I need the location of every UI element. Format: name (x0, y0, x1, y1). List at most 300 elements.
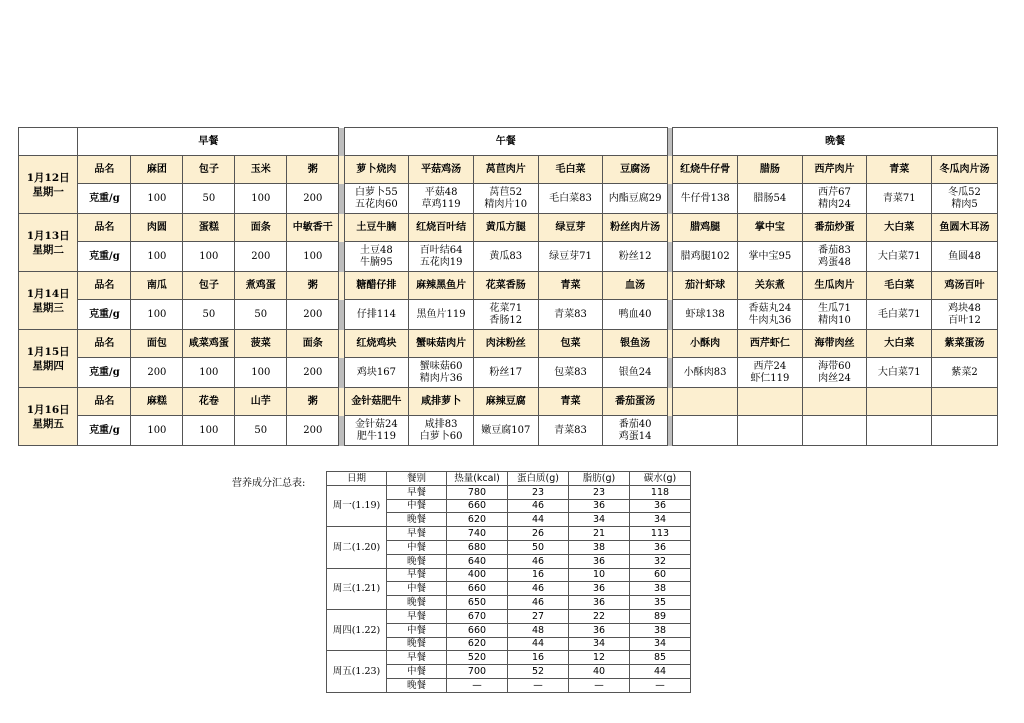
summary-meal: 中餐 (387, 582, 447, 596)
breakfast-dish: 蛋糕 (183, 214, 235, 242)
cell-line: 星期五 (32, 417, 64, 430)
cell-line: 腊肠54 (753, 192, 787, 204)
summary-value: 680 (447, 540, 508, 554)
dinner-qty (867, 358, 932, 388)
lunch-dish: 青菜 (538, 388, 603, 416)
summary-value: 660 (447, 582, 508, 596)
summary-value: 36 (569, 596, 630, 610)
cell-line: 牛仔骨138 (680, 192, 730, 204)
menu-name-row (19, 330, 998, 358)
summary-value: 12 (569, 651, 630, 665)
cell-line: 包菜83 (554, 366, 587, 378)
cell-line: 香菇丸24 (748, 302, 792, 314)
summary-meal: 中餐 (387, 623, 447, 637)
summary-value: 670 (447, 609, 508, 623)
dinner-dish (867, 388, 932, 416)
lunch-dish: 红烧鸡块 (344, 330, 409, 358)
summary-meal: 早餐 (387, 568, 447, 582)
breakfast-qty: 100 (131, 300, 183, 330)
cell-line: 精肉片36 (419, 372, 463, 384)
menu-qty-row (19, 416, 998, 446)
summary-value: 400 (447, 568, 508, 582)
cell-line: 草鸡119 (421, 198, 461, 210)
cell-line: 肥牛119 (356, 430, 396, 442)
lunch-dish: 红烧百叶结 (409, 214, 474, 242)
summary-meal: 晚餐 (387, 596, 447, 610)
dinner-dish: 青菜 (867, 156, 932, 184)
cell-line: 香肠12 (489, 314, 523, 326)
cell-line: 1月14日 (26, 287, 70, 300)
dinner-dish: 腊鸡腿 (673, 214, 738, 242)
lunch-qty (473, 358, 538, 388)
summary-value: 85 (630, 651, 691, 665)
summary-meal: 早餐 (387, 527, 447, 541)
dinner-dish: 大白菜 (867, 330, 932, 358)
lunch-dish: 肉沫粉丝 (473, 330, 538, 358)
cell-line: 生瓜71 (818, 302, 851, 314)
breakfast-qty: 50 (183, 300, 235, 330)
summary-value: 27 (508, 609, 569, 623)
lunch-qty (538, 184, 603, 214)
breakfast-dish: 粥 (287, 272, 339, 300)
summary-value: 34 (630, 637, 691, 651)
cell-line: 1月12日 (26, 171, 70, 184)
lunch-qty (603, 300, 668, 330)
cell-line: 金针菇24 (355, 418, 398, 430)
summary-value: 660 (447, 623, 508, 637)
dinner-qty (738, 358, 803, 388)
cell-line: 青菜83 (554, 424, 587, 436)
summary-value: 34 (630, 513, 691, 527)
summary-value: 60 (630, 568, 691, 582)
breakfast-dish: 中敏香干 (287, 214, 339, 242)
summary-value: — (569, 678, 630, 692)
lunch-dish: 粉丝肉片汤 (603, 214, 668, 242)
dinner-qty (867, 300, 932, 330)
cell-line: 紫菜2 (951, 366, 978, 378)
summary-value: 520 (447, 651, 508, 665)
dinner-dish: 腊肠 (738, 156, 803, 184)
lunch-dish: 绿豆芽 (538, 214, 603, 242)
breakfast-dish: 面条 (287, 330, 339, 358)
summary-value: 38 (630, 582, 691, 596)
cell-line: 肉丝24 (818, 372, 851, 384)
summary-value: 16 (508, 651, 569, 665)
lunch-dish: 莴苣肉片 (473, 156, 538, 184)
cell-line: 百叶结64 (419, 244, 463, 256)
cell-line: 1月16日 (26, 403, 70, 416)
summary-meal: 晚餐 (387, 513, 447, 527)
cell-line: 土豆48 (360, 244, 393, 256)
dinner-dish: 冬瓜肉片汤 (932, 156, 998, 184)
summary-date: 周三(1.21) (327, 568, 387, 609)
cell-line: 大白菜71 (877, 250, 921, 262)
dinner-qty (802, 242, 867, 272)
lunch-dish: 银鱼汤 (603, 330, 668, 358)
cell-line: 毛白菜83 (549, 192, 592, 204)
lunch-qty (344, 184, 409, 214)
dinner-qty (867, 242, 932, 272)
summary-value: 10 (569, 568, 630, 582)
cell-line: 精肉片10 (484, 198, 528, 210)
summary-meal: 中餐 (387, 665, 447, 679)
summary-value: 26 (508, 527, 569, 541)
dinner-dish: 红烧牛仔骨 (673, 156, 738, 184)
summary-value: 50 (508, 540, 569, 554)
dinner-dish: 鸡汤百叶 (932, 272, 998, 300)
cell-line: 鸡蛋48 (818, 256, 851, 268)
cell-line: 1月15日 (26, 345, 70, 358)
day-cell (19, 156, 78, 214)
summary-value: 46 (508, 596, 569, 610)
lunch-qty (603, 416, 668, 446)
lunch-qty (344, 300, 409, 330)
breakfast-dish: 山芋 (235, 388, 287, 416)
qty-label: 克重/g (78, 242, 131, 272)
lunch-dish: 青菜 (538, 272, 603, 300)
summary-value: — (630, 678, 691, 692)
lunch-qty (344, 358, 409, 388)
menu-qty-row (19, 300, 998, 330)
dinner-qty (673, 242, 738, 272)
summary-header-row (327, 472, 691, 486)
summary-caption: 营养成分汇总表: (232, 478, 306, 489)
dinner-qty (932, 300, 998, 330)
dinner-qty (738, 242, 803, 272)
breakfast-qty: 200 (287, 300, 339, 330)
lunch-qty (409, 416, 474, 446)
dinner-qty (867, 416, 932, 446)
cell-line: 腊鸡腿102 (680, 250, 730, 262)
qty-label: 克重/g (78, 358, 131, 388)
cell-line: 青菜83 (554, 308, 587, 320)
cell-line: 牛腩95 (360, 256, 393, 268)
lunch-dish: 黄瓜方腿 (473, 214, 538, 242)
lunch-qty (473, 300, 538, 330)
cell-line: 鱼圆48 (948, 250, 981, 262)
summary-value: 660 (447, 499, 508, 513)
summary-value: 46 (508, 499, 569, 513)
cell-line: 内酯豆腐29 (608, 192, 662, 204)
breakfast-dish: 面条 (235, 214, 287, 242)
name-label: 品名 (78, 330, 131, 358)
dinner-dish (932, 388, 998, 416)
dinner-qty (673, 358, 738, 388)
day-cell (19, 214, 78, 272)
breakfast-dish: 麻团 (131, 156, 183, 184)
name-label: 品名 (78, 272, 131, 300)
summary-row (327, 527, 691, 541)
cell-line: 仔排114 (356, 308, 396, 320)
breakfast-dish: 玉米 (235, 156, 287, 184)
menu-qty-row (19, 358, 998, 388)
summary-value: 23 (569, 485, 630, 499)
menu-qty-row (19, 184, 998, 214)
day-cell (19, 330, 78, 388)
dinner-qty (932, 358, 998, 388)
cell-line: 1月13日 (26, 229, 70, 242)
summary-value: 38 (630, 623, 691, 637)
dinner-dish (738, 388, 803, 416)
summary-value: 38 (569, 540, 630, 554)
lunch-dish: 血汤 (603, 272, 668, 300)
dinner-dish: 大白菜 (867, 214, 932, 242)
breakfast-header: 早餐 (78, 128, 339, 156)
dinner-dish: 西芹肉片 (802, 156, 867, 184)
cell-line: 毛白菜71 (877, 308, 921, 320)
breakfast-dish: 粥 (287, 156, 339, 184)
cell-line: 掌中宝95 (748, 250, 792, 262)
cell-line: 星期二 (32, 243, 64, 256)
summary-value: 23 (508, 485, 569, 499)
breakfast-dish: 菠菜 (235, 330, 287, 358)
summary-value: 780 (447, 485, 508, 499)
dinner-qty (867, 184, 932, 214)
summary-value: — (508, 678, 569, 692)
cell-line: 银鱼24 (618, 366, 652, 378)
lunch-dish: 麻辣豆腐 (473, 388, 538, 416)
cell-line: 咸排83 (424, 418, 458, 430)
summary-value: 740 (447, 527, 508, 541)
breakfast-qty: 100 (183, 416, 235, 446)
cell-line: 蟹味菇60 (419, 360, 463, 372)
summary-value: 620 (447, 637, 508, 651)
breakfast-qty: 50 (235, 416, 287, 446)
lunch-dish: 包菜 (538, 330, 603, 358)
dinner-dish: 紫菜蛋汤 (932, 330, 998, 358)
summary-value: 44 (508, 637, 569, 651)
summary-date: 周四(1.22) (327, 609, 387, 650)
lunch-dish: 蟹味菇肉片 (409, 330, 474, 358)
breakfast-dish: 肉圆 (131, 214, 183, 242)
summary-header-cell: 日期 (327, 472, 387, 486)
summary-row (327, 651, 691, 665)
cell-line: 精肉5 (951, 198, 978, 210)
summary-value: 113 (630, 527, 691, 541)
summary-date: 周五(1.23) (327, 651, 387, 692)
summary-value: 36 (569, 623, 630, 637)
summary-value: 22 (569, 609, 630, 623)
cell-line: 黑鱼片119 (416, 308, 466, 320)
summary-header-cell: 脂肪(g) (569, 472, 630, 486)
summary-header-cell: 碳水(g) (630, 472, 691, 486)
dinner-qty (932, 242, 998, 272)
cell-line: 鸡蛋14 (618, 430, 652, 442)
summary-value: 89 (630, 609, 691, 623)
breakfast-dish: 粥 (287, 388, 339, 416)
cell-line: 牛肉丸36 (748, 314, 792, 326)
summary-row (327, 568, 691, 582)
summary-value: 36 (569, 582, 630, 596)
cell-line: 星期一 (32, 185, 64, 198)
cell-line: 绿豆芽71 (549, 250, 592, 262)
lunch-qty (603, 358, 668, 388)
summary-value: 34 (569, 637, 630, 651)
dinner-qty (673, 416, 738, 446)
qty-label: 克重/g (78, 300, 131, 330)
summary-meal: 中餐 (387, 540, 447, 554)
lunch-qty (344, 242, 409, 272)
dinner-qty (802, 416, 867, 446)
cell-line: 粉丝17 (489, 366, 523, 378)
cell-line: 星期三 (32, 301, 64, 314)
name-label: 品名 (78, 388, 131, 416)
breakfast-qty: 100 (183, 358, 235, 388)
summary-value: 32 (630, 554, 691, 568)
cell-line: 番茄83 (818, 244, 851, 256)
summary-value: 36 (569, 499, 630, 513)
breakfast-qty: 100 (131, 242, 183, 272)
summary-meal: 中餐 (387, 499, 447, 513)
dinner-qty (932, 416, 998, 446)
summary-row (327, 609, 691, 623)
breakfast-qty: 50 (183, 184, 235, 214)
breakfast-dish: 花卷 (183, 388, 235, 416)
summary-value: 36 (630, 540, 691, 554)
summary-value: 640 (447, 554, 508, 568)
dinner-dish: 茄汁虾球 (673, 272, 738, 300)
dinner-dish: 海带肉丝 (802, 330, 867, 358)
lunch-dish: 咸排萝卜 (409, 388, 474, 416)
dinner-qty (802, 184, 867, 214)
lunch-qty (538, 358, 603, 388)
cell-line: 五花肉19 (419, 256, 463, 268)
summary-header-cell: 热量(kcal) (447, 472, 508, 486)
summary-value: 16 (508, 568, 569, 582)
dinner-qty (738, 416, 803, 446)
breakfast-qty: 100 (183, 242, 235, 272)
lunch-dish: 麻辣黑鱼片 (409, 272, 474, 300)
summary-value: 48 (508, 623, 569, 637)
cell-line: 小酥肉83 (683, 366, 727, 378)
name-label: 品名 (78, 214, 131, 242)
summary-header-cell: 餐别 (387, 472, 447, 486)
breakfast-qty: 100 (131, 184, 183, 214)
cell-line: 青菜71 (882, 192, 916, 204)
lunch-dish: 平菇鸡汤 (409, 156, 474, 184)
summary-value: 44 (508, 513, 569, 527)
summary-date: 周一(1.19) (327, 485, 387, 526)
summary-value: 34 (569, 513, 630, 527)
breakfast-qty: 100 (235, 184, 287, 214)
day-cell (19, 272, 78, 330)
summary-value: 35 (630, 596, 691, 610)
dinner-dish: 小酥肉 (673, 330, 738, 358)
summary-row (327, 485, 691, 499)
summary-header-cell: 蛋白质(g) (508, 472, 569, 486)
breakfast-dish: 包子 (183, 272, 235, 300)
summary-meal: 晚餐 (387, 637, 447, 651)
lunch-qty (538, 242, 603, 272)
lunch-qty (603, 184, 668, 214)
summary-value: — (447, 678, 508, 692)
lunch-dish: 花菜香肠 (473, 272, 538, 300)
lunch-qty (409, 184, 474, 214)
dinner-qty (673, 184, 738, 214)
summary-meal: 晚餐 (387, 554, 447, 568)
summary-value: 36 (630, 499, 691, 513)
menu-qty-row (19, 242, 998, 272)
cell-line: 番茄40 (618, 418, 652, 430)
cell-line: 粉丝12 (618, 250, 652, 262)
lunch-dish: 金针菇肥牛 (344, 388, 409, 416)
nutrition-summary-table (326, 471, 691, 693)
breakfast-qty: 50 (235, 300, 287, 330)
dinner-dish (802, 388, 867, 416)
dinner-dish: 鱼圆木耳汤 (932, 214, 998, 242)
lunch-qty (409, 358, 474, 388)
cell-line: 白萝卜60 (419, 430, 463, 442)
lunch-qty (344, 416, 409, 446)
cell-line: 海带60 (818, 360, 851, 372)
breakfast-dish: 包子 (183, 156, 235, 184)
cell-line: 鸡块48 (948, 302, 981, 314)
cell-line: 黄瓜83 (489, 250, 523, 262)
summary-value: 44 (630, 665, 691, 679)
dinner-qty (738, 300, 803, 330)
breakfast-dish: 面包 (131, 330, 183, 358)
breakfast-qty: 200 (235, 242, 287, 272)
lunch-qty (409, 300, 474, 330)
qty-label: 克重/g (78, 184, 131, 214)
qty-label: 克重/g (78, 416, 131, 446)
breakfast-qty: 200 (287, 358, 339, 388)
dinner-dish: 生瓜肉片 (802, 272, 867, 300)
lunch-dish: 糖醋仔排 (344, 272, 409, 300)
summary-value: 650 (447, 596, 508, 610)
lunch-dish: 番茄蛋汤 (603, 388, 668, 416)
dinner-dish (673, 388, 738, 416)
dinner-qty (738, 184, 803, 214)
name-label: 品名 (78, 156, 131, 184)
summary-value: 700 (447, 665, 508, 679)
lunch-qty (473, 416, 538, 446)
cell-line: 西芹67 (818, 186, 851, 198)
dinner-qty (802, 358, 867, 388)
cell-line: 莴苣52 (489, 186, 523, 198)
breakfast-qty: 100 (287, 242, 339, 272)
summary-meal: 晚餐 (387, 678, 447, 692)
menu-name-row (19, 214, 998, 242)
breakfast-qty: 200 (287, 184, 339, 214)
lunch-qty (473, 242, 538, 272)
lunch-dish: 豆腐汤 (603, 156, 668, 184)
dinner-qty (802, 300, 867, 330)
cell-line: 白萝卜55 (355, 186, 398, 198)
breakfast-qty: 200 (131, 358, 183, 388)
cell-line: 精肉10 (818, 314, 851, 326)
dinner-qty (673, 300, 738, 330)
lunch-qty (538, 416, 603, 446)
cell-line: 鸭血40 (618, 308, 652, 320)
cell-line: 嫩豆腐107 (481, 424, 531, 436)
lunch-qty (473, 184, 538, 214)
day-cell (19, 388, 78, 446)
summary-date: 周二(1.20) (327, 527, 387, 568)
breakfast-dish: 麻糕 (131, 388, 183, 416)
dinner-header: 晚餐 (673, 128, 998, 156)
summary-value: 36 (569, 554, 630, 568)
meal-header-row (19, 128, 998, 156)
summary-value: 620 (447, 513, 508, 527)
cell-line: 冬瓜52 (948, 186, 981, 198)
breakfast-dish: 煮鸡蛋 (235, 272, 287, 300)
summary-value: 118 (630, 485, 691, 499)
summary-meal: 早餐 (387, 609, 447, 623)
cell-line: 虾球138 (685, 308, 725, 320)
cell-line: 星期四 (32, 359, 64, 372)
lunch-dish: 萝卜烧肉 (344, 156, 409, 184)
